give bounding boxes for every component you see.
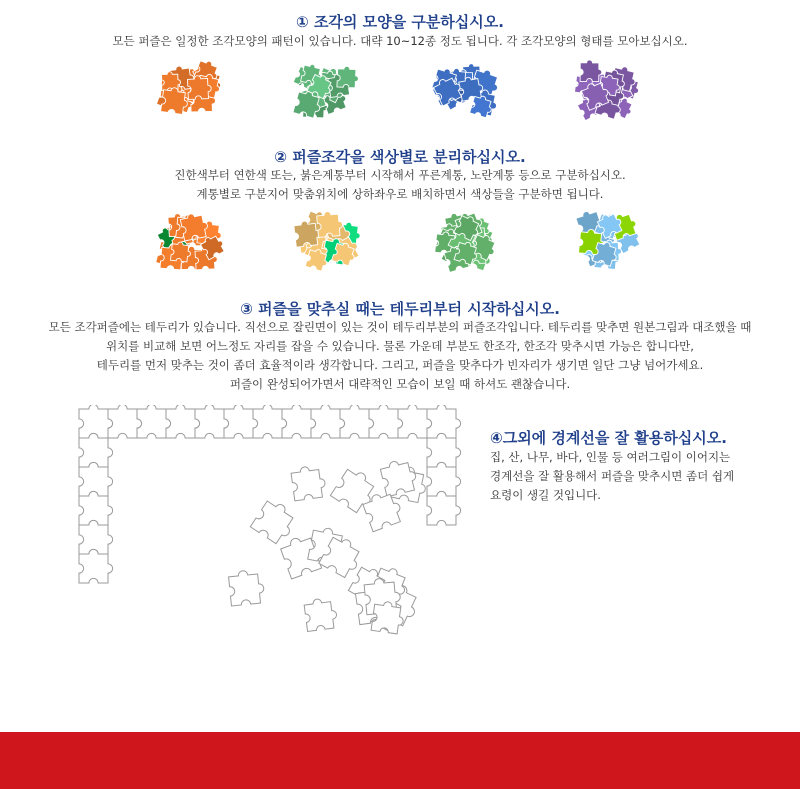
section3-line-3: 테두리를 먼저 맞추는 것이 좀더 효율적이라 생각합니다. 그리고, 퍼즐을 맞추다가 빈자리가 생기면 일단 그냥 넘어가세요.	[96, 358, 704, 372]
border-piece-icon	[427, 433, 461, 467]
puzzle-pile-icon	[148, 206, 232, 278]
section3-line-4: 퍼즐이 완성되어가면서 대략적인 모습이 보일 때 하셔도 괜찮습니다.	[229, 377, 571, 391]
puzzle-pile-icon	[563, 54, 647, 126]
section2-line-1: 진한색부터 연한색 또는, 붉은계통부터 시작해서 푸른계통, 노란계통 등으로 구분하십시오.	[174, 168, 626, 182]
puzzle-pile-icon	[148, 54, 232, 126]
border-piece-icon	[427, 462, 461, 496]
color-piles-row	[0, 206, 800, 278]
puzzle-piece-icon	[580, 60, 602, 82]
shape-piles-row	[0, 54, 800, 126]
section4-line-1: 집, 산, 나무, 바다, 인물 등 여러그림이 이어지는	[490, 450, 731, 464]
puzzle-pile-icon	[423, 54, 507, 126]
puzzle-pile-icon	[285, 54, 369, 126]
border-piece-icon	[79, 491, 113, 525]
border-piece-icon	[79, 462, 113, 496]
border-piece-icon	[427, 491, 461, 525]
border-piece-icon	[79, 520, 113, 554]
section2-line-2: 계통별로 구분지어 맞춤위치에 상하좌우로 배치하면서 색상들을 구분하면 됩니다.	[196, 187, 604, 201]
section3-line-1: 모든 조각퍼즐에는 테두리가 있습니다. 직선으로 잘린면이 있는 것이 테두리부분의 퍼즐조각입니다. 테두리를 맞추면 원본그림과 대조했을 때	[48, 320, 752, 334]
section4-title: ④그외에 경계선을 잘 활용하십시오.	[490, 429, 727, 447]
footer-band	[0, 732, 800, 789]
loose-piece-icon	[228, 569, 265, 606]
puzzle-pile-icon	[423, 206, 507, 278]
section4-line-2: 경계선을 잘 활용해서 퍼즐을 맞추시면 좀더 쉽게	[490, 469, 735, 483]
section4-line-3: 요령이 생길 것입니다.	[490, 488, 601, 502]
section2-title: ② 퍼즐조각을 색상별로 분리하십시오.	[274, 148, 526, 166]
border-puzzle-illustration	[75, 405, 475, 725]
section1-title: ① 조각의 모양을 구분하십시오.	[296, 13, 504, 31]
puzzle-piece-icon	[162, 72, 181, 91]
border-piece-icon	[79, 433, 113, 467]
loose-piece-icon	[250, 497, 299, 546]
loose-piece-icon	[290, 464, 326, 500]
section4-text	[490, 448, 780, 505]
section3-title: ③ 퍼즐을 맞추실 때는 테두리부터 시작하십시오.	[240, 300, 560, 318]
section1-line-1: 모든 퍼즐은 일정한 조각모양의 패턴이 있습니다. 대략 10~12종 정도 됩니다. 각 조각모양의 형태를 모아보십시오.	[112, 34, 688, 48]
puzzle-piece-icon	[337, 66, 359, 88]
puzzle-pile-icon	[563, 206, 647, 278]
puzzle-pile-icon	[285, 206, 369, 278]
border-piece-icon	[79, 549, 113, 583]
section3-line-2: 위치를 비교해 보면 어느정도 자리를 잡을 수 있습니다. 물론 가운데 부분도 한조각, 한조각 맞추시면 가능은 합니다만,	[106, 339, 694, 353]
border-piece-icon	[427, 405, 461, 438]
loose-piece-icon	[304, 597, 339, 632]
